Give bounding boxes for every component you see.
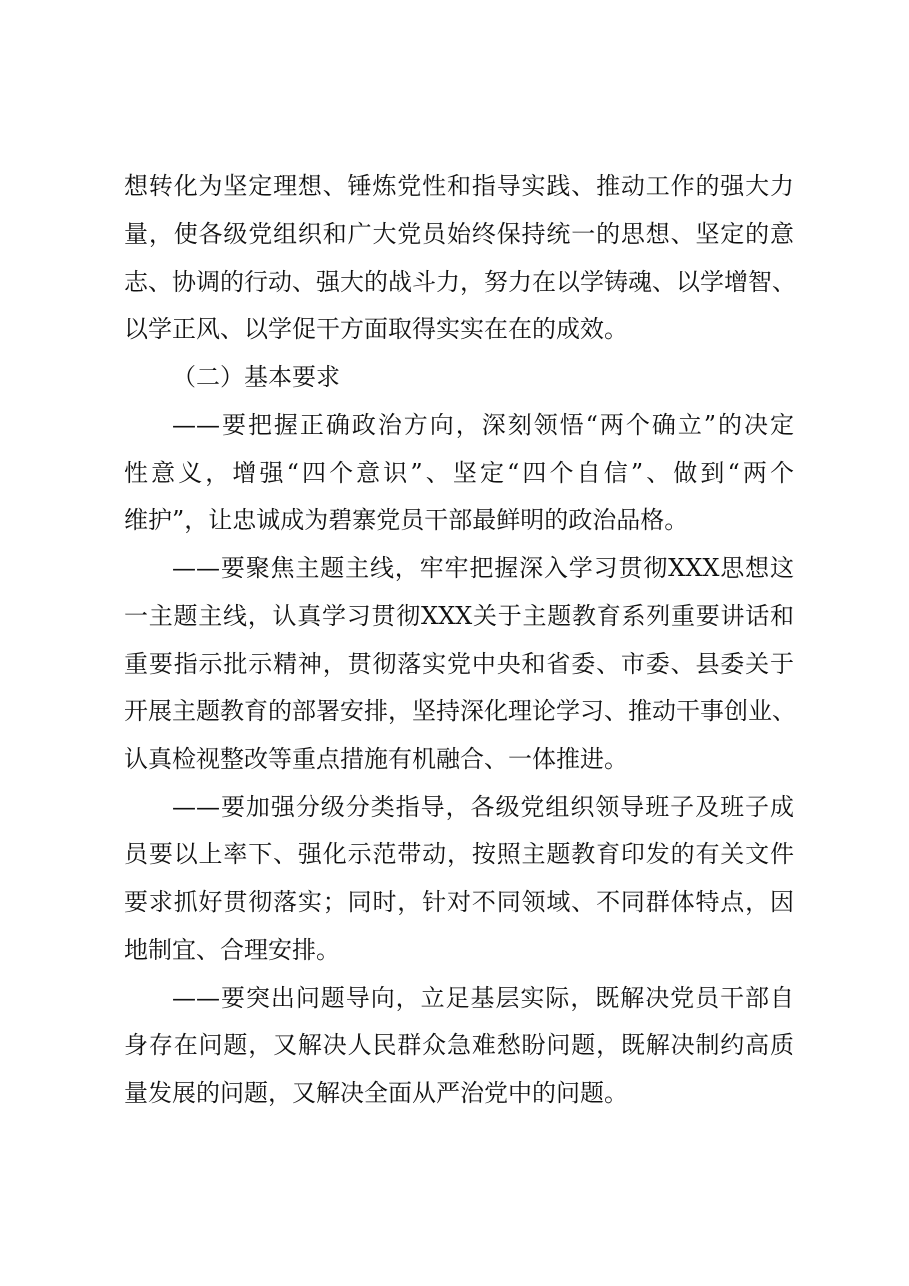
requirement-2-line-3: 重要指示批示精神，贯彻落实党中央和省委、市委、县委关于 — [124, 650, 794, 678]
requirement-4-line-1: ——要突出问题导向，立足基层实际，既解决党员干部自 — [172, 984, 794, 1012]
paragraph-line-2: 量，使各级党组织和广大党员始终保持统一的思想、坚定的意 — [124, 220, 794, 248]
requirement-2-line-5: 认真检视整改等重点措施有机融合、一体推进。 — [124, 745, 628, 773]
requirement-3-line-2: 员要以上率下、强化示范带动，按照主题教育印发的有关文件 — [124, 840, 794, 868]
requirement-4-line-2: 身存在问题，又解决人民群众急难愁盼问题，既解决制约高质 — [124, 1031, 794, 1059]
paragraph-line-4: 以学正风、以学促干方面取得实实在在的成效。 — [124, 315, 628, 343]
requirement-3-line-3: 要求抓好贯彻落实；同时，针对不同领域、不同群体特点，因 — [124, 888, 794, 916]
requirement-3-line-1: ——要加强分级分类指导，各级党组织领导班子及班子成 — [172, 793, 794, 821]
paragraph-line-1: 想转化为坚定理想、锤炼党性和指导实践、推动工作的强大力 — [124, 172, 794, 200]
requirement-4-line-3: 量发展的问题，又解决全面从严治党中的问题。 — [124, 1079, 628, 1107]
requirement-1-line-3: 维护”，让忠诚成为碧寨党员干部最鲜明的政治品格。 — [124, 506, 689, 534]
requirement-1-line-2: 性意义，增强“四个意识”、坚定“四个自信”、做到“两个 — [124, 459, 794, 487]
requirement-3-line-4: 地制宜、合理安排。 — [124, 936, 340, 964]
requirement-1-line-1: ——要把握正确政治方向，深刻领悟“两个确立”的决定 — [172, 411, 794, 439]
requirement-2-line-1: ——要聚焦主题主线，牢牢把握深入学习贯彻XXX思想这 — [172, 554, 794, 582]
paragraph-line-3: 志、协调的行动、强大的战斗力，努力在以学铸魂、以学增智、 — [124, 268, 796, 296]
requirement-2-line-4: 开展主题教育的部署安排，坚持深化理论学习、推动干事创业、 — [124, 697, 796, 725]
section-heading: （二）基本要求 — [172, 363, 340, 391]
requirement-2-line-2: 一主题主线，认真学习贯彻XXX关于主题教育系列重要讲话和 — [124, 602, 794, 630]
